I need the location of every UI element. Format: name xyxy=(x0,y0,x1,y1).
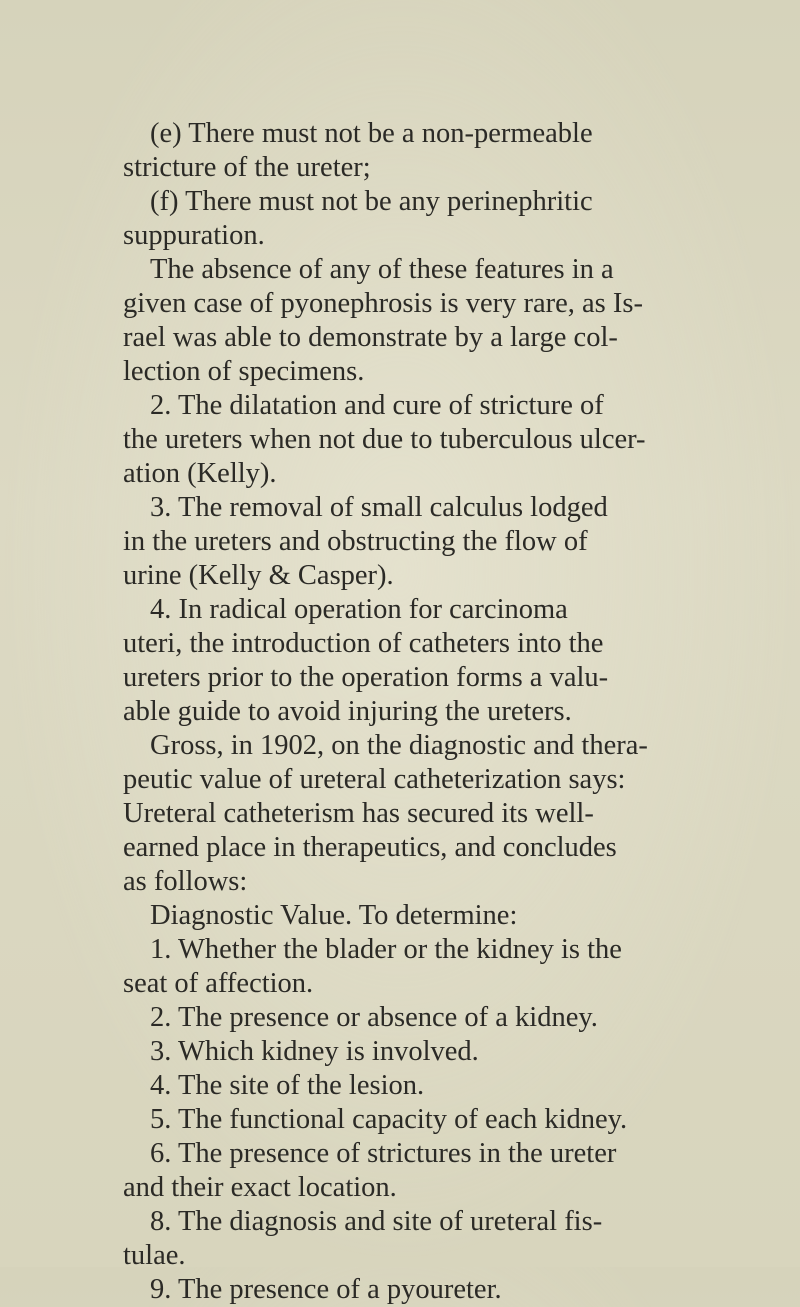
book-page: (e) There must not be a non-permeable stricture of the ureter; (f) There must not be any perinephritic suppuration. The absence of any of these features in a given case of pyonephrosis is very rare, as Is- rael was able to demonstrate by a large col- lection of specimens. 2. The dilatation and cure of stricture of the ureters when not due to tuberculous ulcer- ation (Kelly). 3. The removal of small calculus lodged in the ureters and obstructing the flow of urine (Kelly & Casper). 4. In radical operation for carcinoma uteri, the introduction of catheters into the ureters prior to the operation forms a valu- able guide to avoid injuring the ureters. Gross, in 1902, on the diagnostic and thera- peutic value of ureteral catheterization says: Ureteral catheterism has secured its well- earned place in therapeutics, and concludes as follows: Diagnostic Value. To determine: 1. Whether the blader or the kidney is the seat of affection. 2. The presence or absence of a kidney. 3. Which kidney is involved. 4. The site of the lesion. 5. The functional capacity of each kidney. 6. The presence of strictures in the ureter and their exact location. 8. The diagnosis and site of ureteral fis- tulae. 9. The presence of a pyoureter. xyxy=(123,118,648,1305)
